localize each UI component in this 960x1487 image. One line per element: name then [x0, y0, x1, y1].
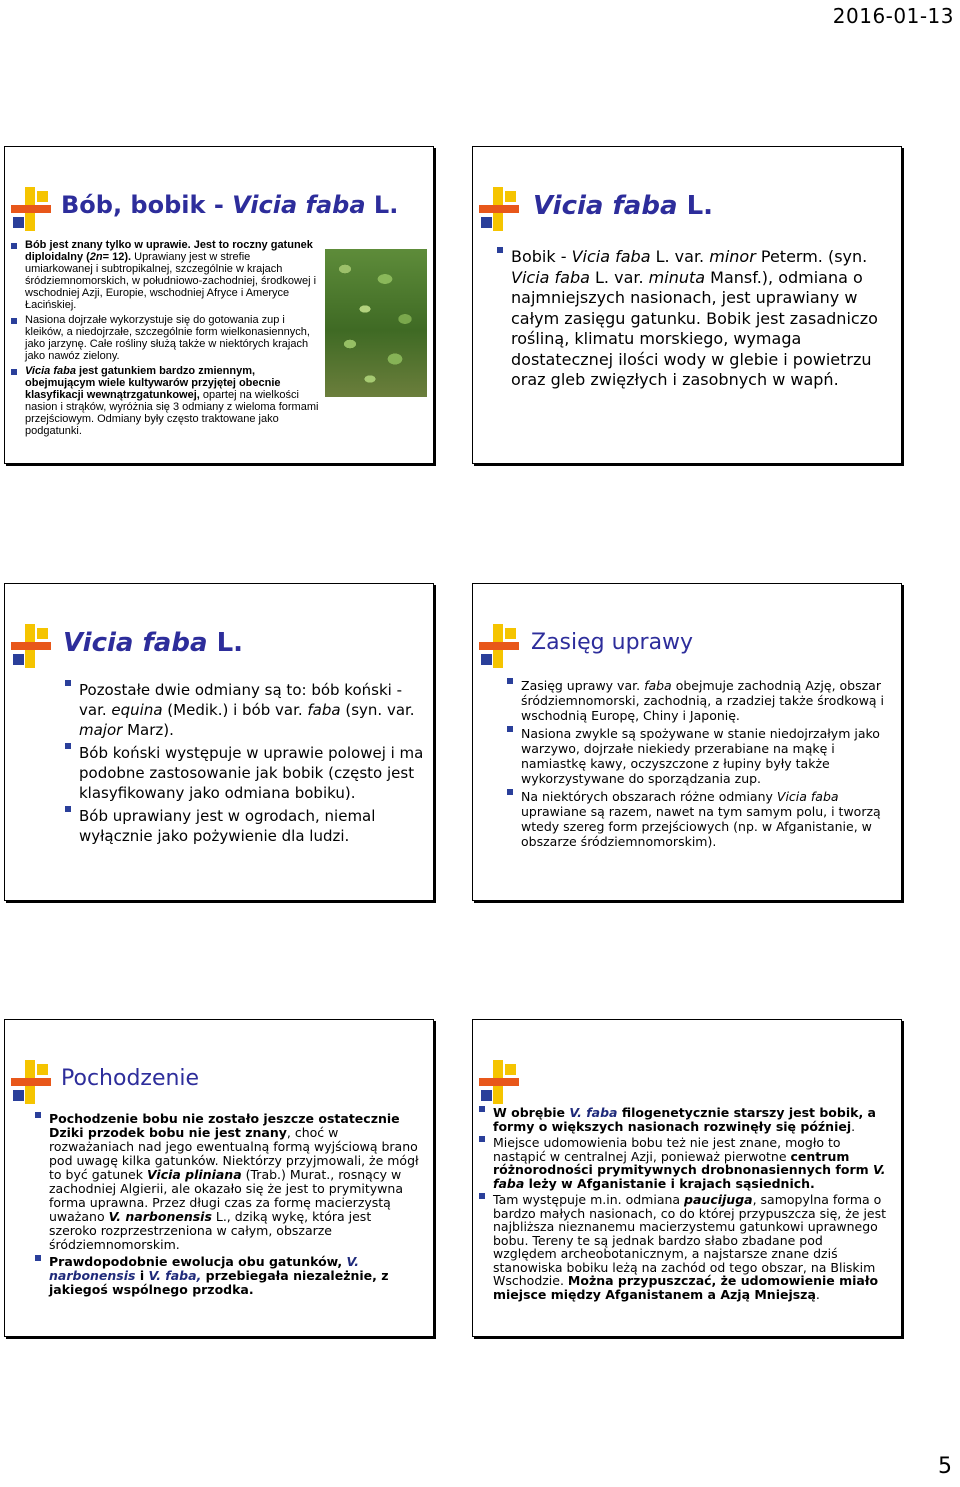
- list-item: Bób jest znany tylko w uprawie. Jest to roczny gatunek diploidalny (2n= 12). Uprawiany jest w strefie umiarkowanej i subtropikalnej, szczególnie w krajach śródziemnomorskich, w południowo-zachodniej, środkowej i wschodniej Azji, Europie, wschodniej Afryce i Ameryce Łacińskiej.: [25, 239, 321, 311]
- page-number: 5: [938, 1454, 952, 1479]
- slide-title: Bób, bobik - Vicia faba L.: [61, 191, 399, 219]
- list-item: Pochodzenie bobu nie zostało jeszcze ostatecznie Dziki przodek bobu nie jest znany, choć w rozważaniach nad jego ewentualną formą wyjściową brano pod uwagę kilka gatunków. Niektórzy przyjmowali, że mógł to być gatunek Vicia pliniana (Trab.) Murat., rosnący w zachodniej Algierii, ale okazało się że jest to prymitywna forma uprawna. Przez długi czas za formę macierzystą uważano V. narbonensis L., dziką wykę, która jest szeroko rozprzestrzeniona w całym, obszarze śródziemnomorskim.: [49, 1112, 421, 1252]
- list-item: Tam występuje m.in. odmiana paucijuga, samopylna forma o bardzo małych nasionach, co do której przypuszcza się, że jest najbliższa nieznanemu macierzystemu gatunkowi uprawnego bobu. Tereny te są jednak bardzo słabo zbadane pod względem archeobotanicznym, a najstarsze znane dziś stanowiska bobiku leżą na zachód od tego obszar, na Bliskim Wschodzie. Można przypuszczać, że udomowienie miało miejsce między Afganistanem a Azją Mniejszą.: [493, 1193, 889, 1301]
- bullet-list: [493, 1106, 889, 1301]
- slide-title: Vicia faba L.: [63, 628, 244, 658]
- list-item: W obrębie V. faba filogenetycznie starszy jest bobik, a formy o większych nasionach rozwinęły się później.: [493, 1106, 889, 1133]
- slide-decoration-icon: [479, 1060, 519, 1104]
- slide-title: Pochodzenie: [61, 1066, 200, 1091]
- bullet-list: [79, 680, 429, 846]
- bullet-list: [49, 1112, 421, 1297]
- slide-1: [4, 146, 434, 464]
- slide-decoration-icon: [479, 187, 519, 231]
- slide-decoration-icon: [479, 624, 519, 668]
- bullet-list: [511, 247, 881, 391]
- slide-3: [4, 583, 434, 901]
- slide-2: [472, 146, 902, 464]
- list-item: Prawdopodobnie ewolucja obu gatunków, V. narbonensis i V. faba, przebiegała niezależnie, z jakiegoś wspólnego przodka.: [49, 1255, 421, 1297]
- list-item: Miejsce udomowienia bobu też nie jest znane, mogło to nastąpić w centralnej Azji, ponieważ pierwotne centrum różnorodności prymitywnych drobnonasiennych form V. faba leży w Afganistanie i krajach sąsiednich.: [493, 1136, 889, 1190]
- slide-6: [472, 1019, 902, 1337]
- date-header: 2016-01-13: [832, 4, 954, 28]
- list-item: Zasięg uprawy var. faba obejmuje zachodnią Azję, obszar śródziemnomorski, zachodnią, a rzadziej także środkową i wschodnią Europę, Chiny i Japonię.: [521, 678, 891, 723]
- slide-4: [472, 583, 902, 901]
- slide-title: Zasięg uprawy: [531, 630, 694, 655]
- list-item: Nasiona dojrzałe wykorzystuje się do gotowania zup i kleików, a niedojrzałe, szczególnie form wielkonasiennych, jako jarzynę. Całe rośliny służą także w niektórych krajach jako nawóz zielony.: [25, 314, 321, 362]
- list-item: Nasiona zwykle są spożywane w stanie niedojrzałym jako warzywo, dojrzałe niekiedy przerabiane na mąkę i namiastkę kawy, oczyszczone z łupiny były także wykorzystywane do sporządzania zup.: [521, 726, 891, 786]
- slide-decoration-icon: [11, 187, 51, 231]
- list-item: Bób uprawiany jest w ogrodach, niemal wyłącznie jako pożywienie dla ludzi.: [79, 806, 429, 846]
- list-item: Na niektórych obszarach różne odmiany Vicia faba uprawiane są razem, nawet na tym samym polu, i tworzą wtedy szereg form przejściowych (np. w Afganistanie, w obszarze śródziemnomorskim).: [521, 789, 891, 849]
- plant-photo: [325, 249, 427, 397]
- list-item: Bobik - Vicia faba L. var. minor Peterm. (syn. Vicia faba L. var. minuta Mansf.), odmiana o najmniejszych nasionach, jest uprawiany w całym zasięgu gatunku. Bobik jest zasadniczo rośliną, klimatu morskiego, wymaga dostatecznej ilości wody w glebie i powietrzu oraz gleb zwięzłych i zasobnych w wapń.: [511, 247, 881, 391]
- list-item: Pozostałe dwie odmiany są to: bób koński - var. equina (Medik.) i bób var. faba (syn. var. major Marz).: [79, 680, 429, 740]
- list-item: Vicia faba jest gatunkiem bardzo zmiennym, obejmującym wiele kultywarów przyjętej obecnie klasyfikacji wewnątrzgatunkowej, opartej na wielkości nasion i strąków, wyróżnia się 3 odmiany z wieloma formami przejściowym. Odmiany były często traktowane jako podgatunki.: [25, 365, 321, 437]
- slide-5: [4, 1019, 434, 1337]
- slide-decoration-icon: [11, 624, 51, 668]
- slide-decoration-icon: [11, 1060, 51, 1104]
- bullet-list: [25, 239, 321, 437]
- list-item: Bób koński występuje w uprawie polowej i ma podobne zastosowanie jak bobik (często jest klasyfikowany jako odmiana bobiku).: [79, 743, 429, 803]
- slide-title: Vicia faba L.: [533, 191, 714, 221]
- bullet-list: [521, 678, 891, 849]
